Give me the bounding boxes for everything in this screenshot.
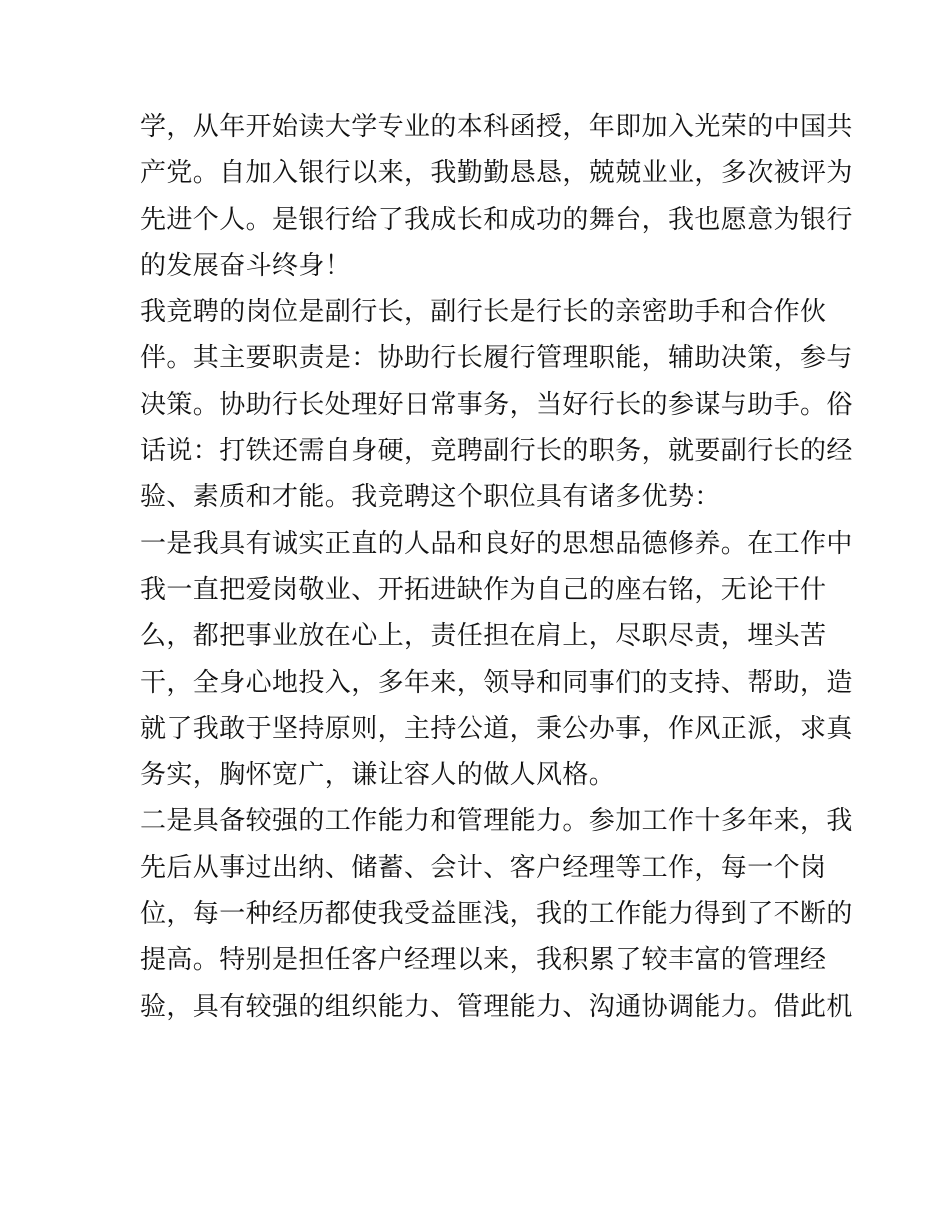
text-line: 就了我敢于坚持原则，主持公道，秉公办事，作风正派，求真 — [140, 713, 853, 744]
text-line: 验，具有较强的组织能力、管理能力、沟通协调能力。借此机 — [140, 991, 853, 1022]
text-line: 干，全身心地投入，多年来，领导和同事们的支持、帮助，造 — [140, 667, 853, 698]
text-line: 学，从年开始读大学专业的本科函授，年即加入光荣的中国共 — [140, 112, 853, 142]
body-text — [140, 104, 853, 1030]
text-line: 决策。协助行长处理好日常事务，当好行长的参谋与助手。俗 — [140, 389, 853, 420]
text-line: 我竞聘的岗位是副行长，副行长是行长的亲密助手和合作伙 — [140, 297, 827, 328]
text-line: 务实，胸怀宽广，谦让容人的做人风格。 — [140, 760, 616, 791]
text-line: 二是具备较强的工作能力和管理能力。参加工作十多年来，我 — [140, 806, 853, 837]
text-line: 我一直把爱岗敬业、开拓进缺作为自己的座右铭，无论干什 — [140, 574, 827, 605]
text-line: 么，都把事业放在心上，责任担在肩上，尽职尽责，埋头苦 — [140, 621, 827, 652]
text-line: 提高。特别是担任客户经理以来，我积累了较丰富的管理经 — [140, 945, 827, 976]
text-line: 伴。其主要职责是：协助行长履行管理职能，辅助决策，参与 — [140, 343, 853, 374]
text-line: 产党。自加入银行以来，我勤勤恳恳，兢兢业业，多次被评为 — [140, 158, 853, 189]
text-line: 的发展奋斗终身！ — [140, 250, 352, 281]
text-line: 话说：打铁还需自身硬，竞聘副行长的职务，就要副行长的经 — [140, 436, 853, 467]
text-line: 位，每一种经历都使我受益匪浅，我的工作能力得到了不断的 — [140, 899, 853, 930]
text-line: 一是我具有诚实正直的人品和良好的思想品德修养。在工作中 — [140, 528, 853, 559]
text-line: 验、素质和才能。我竞聘这个职位具有诸多优势： — [140, 482, 721, 513]
text-line: 先进个人。是银行给了我成长和成功的舞台，我也愿意为银行 — [140, 204, 853, 235]
text-line: 先后从事过出纳、储蓄、会计、客户经理等工作，每一个岗 — [140, 852, 827, 883]
